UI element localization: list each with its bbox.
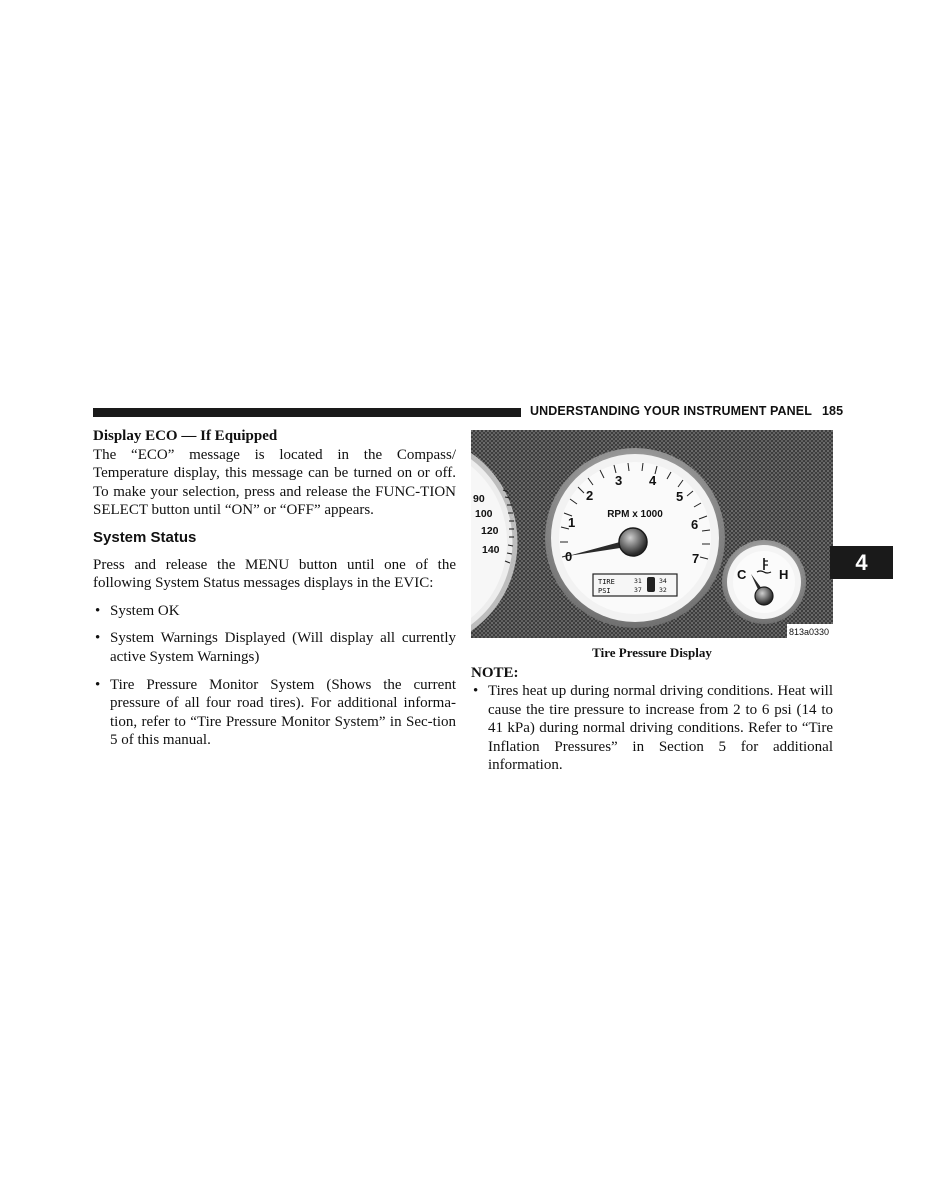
display-eco-paragraph: The “ECO” message is located in the Compass/ Temperature display, this message can be turned on or off. To make your selection, press and release the FUNC-TION SELECT button until “ON” or “OFF” appears.: [93, 446, 456, 519]
header-rule: [93, 408, 521, 417]
temp-hub: [755, 587, 773, 605]
tach-label-6: 6: [691, 517, 699, 532]
car-icon: [647, 577, 655, 592]
temp-hot-label: H: [779, 567, 789, 582]
tach-label-2: 2: [586, 488, 594, 503]
speed-label-140: 140: [482, 544, 500, 556]
chapter-tab: 4: [830, 546, 893, 579]
lcd-front-right: 34: [659, 577, 667, 585]
temperature-gauge: [722, 540, 806, 624]
system-status-list: [93, 602, 456, 750]
image-code: 813a0330: [789, 627, 830, 637]
bullet-dot: •: [95, 676, 101, 693]
bullet-dot: •: [95, 630, 101, 647]
lcd-psi-label: PSI: [598, 587, 611, 595]
temp-cold-label: C: [737, 567, 747, 582]
system-status-heading: System Status: [93, 528, 197, 546]
list-item-text: Tire Pressure Monitor System (Shows the current pressure of all four road tires). For additional informa-tion, refer to “Tire Pressure Monitor System” in Sec-tion 5 of this manual.: [110, 676, 456, 749]
running-header: [530, 404, 843, 418]
rpm-label: RPM x 1000: [607, 509, 663, 520]
system-status-paragraph: Press and release the MENU button until one of the following System Status messages displays in the EVIC:: [93, 556, 456, 592]
tire-pressure-lcd: [593, 574, 677, 596]
figure-caption: Tire Pressure Display: [592, 645, 712, 660]
tach-label-1: 1: [568, 515, 576, 530]
bullet-dot: •: [473, 683, 479, 700]
list-item: [93, 629, 456, 666]
cluster-illustration: [471, 430, 833, 638]
display-eco-heading: Display ECO — If Equipped: [93, 428, 278, 444]
tachometer: [545, 448, 725, 628]
tach-label-4: 4: [649, 473, 657, 488]
list-item: [93, 676, 456, 750]
lcd-tire-label: TIRE: [598, 578, 615, 586]
header-title: UNDERSTANDING YOUR INSTRUMENT PANEL: [530, 404, 812, 418]
bullet-dot: •: [95, 602, 101, 619]
left-column: [93, 427, 456, 759]
note-label: NOTE:: [471, 665, 519, 681]
lcd-front-left: 31: [634, 577, 642, 585]
list-item: [471, 682, 833, 774]
note-text: Tires heat up during normal driving conditions. Heat will cause the tire pressure to increase from 2 to 6 psi (14 to 41 kPa) during normal driving conditions. Refer to “Tire Inflation Pressures” in Section 5 for additional information.: [488, 683, 833, 774]
lcd-rear-right: 32: [659, 586, 667, 594]
page-number: 185: [821, 404, 844, 418]
lcd-rear-left: 37: [634, 586, 642, 594]
tach-hub: [619, 528, 647, 556]
list-item: [93, 602, 456, 621]
speed-label-120: 120: [481, 525, 499, 537]
tach-label-3: 3: [615, 473, 623, 488]
tach-label-5: 5: [676, 489, 684, 504]
right-column: [471, 664, 833, 783]
list-item-text: System Warnings Displayed (Will display all currently active System Warnings): [110, 630, 456, 665]
tach-label-0: 0: [565, 549, 573, 564]
instrument-cluster-figure: [471, 430, 833, 638]
tach-label-7: 7: [692, 551, 700, 566]
speed-label-90: 90: [473, 493, 485, 505]
speed-label-100: 100: [475, 508, 493, 520]
list-item-text: System OK: [110, 602, 180, 619]
note-list: [471, 682, 833, 774]
